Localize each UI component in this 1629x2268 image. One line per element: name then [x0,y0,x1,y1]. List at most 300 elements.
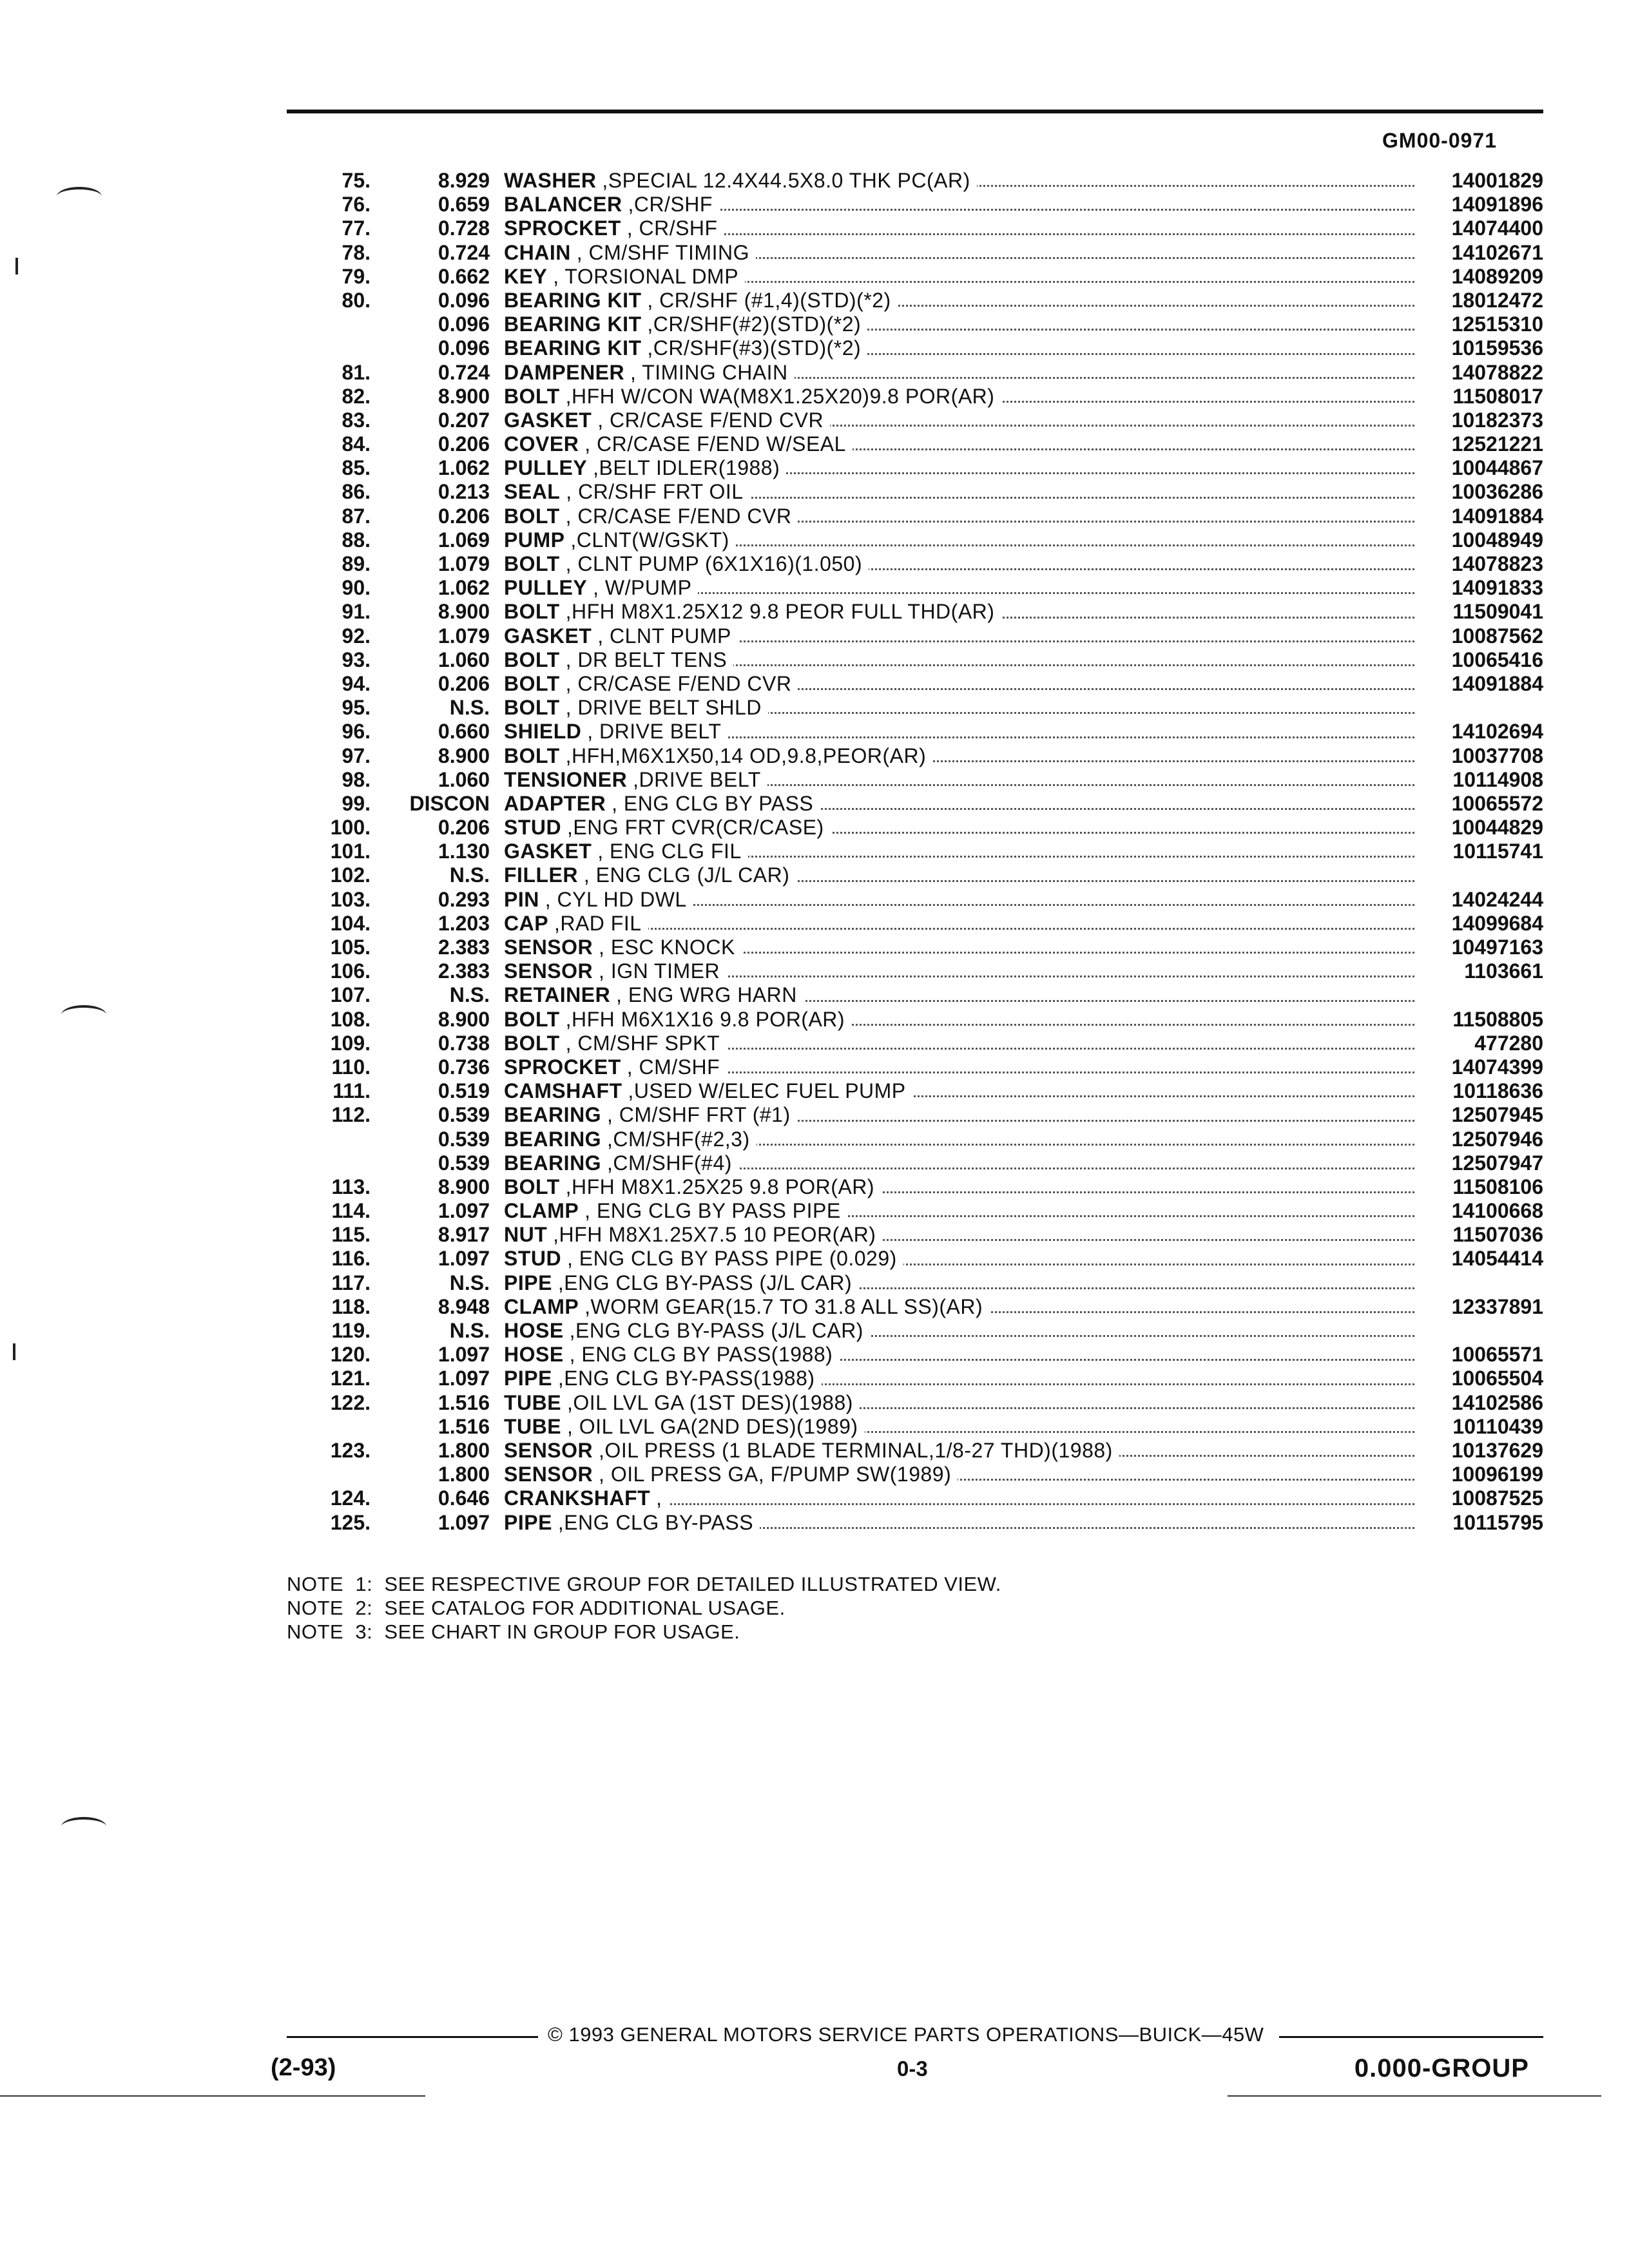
item-number: 104. [330,911,371,935]
catalog-code: 1.203 [438,911,490,935]
note-line: NOTE 1: SEE RESPECTIVE GROUP FOR DETAILED ILLUSTRATED VIEW. [287,1573,1001,1595]
item-number: 81. [342,360,371,384]
part-row [287,983,1543,1007]
item-number: 116. [331,1247,371,1271]
part-row [287,1008,1543,1032]
part-row [287,936,1543,959]
part-number: 18012472 [1451,288,1543,312]
part-description [504,1439,1119,1462]
catalog-code: 1.097 [438,1247,490,1271]
part-name: SENSOR [504,959,593,983]
part-detail: , ESC KNOCK [599,936,735,959]
catalog-code: 0.206 [438,671,490,695]
part-name: BOLT [504,648,560,671]
catalog-code: 8.900 [438,600,490,624]
part-number: 11509041 [1452,600,1543,624]
item-number: 75. [342,169,371,192]
date-code: (2-93) [271,2054,336,2081]
part-description [504,576,698,599]
part-number: 14024244 [1451,887,1543,911]
part-row [287,216,1543,240]
catalog-code: 1.097 [438,1343,490,1367]
part-name: BOLT [504,600,560,624]
part-number: 11508017 [1452,384,1543,408]
item-number: 122. [330,1390,371,1414]
item-number: 93. [342,648,371,671]
catalog-code: 1.079 [438,624,490,648]
part-detail: ,SPECIAL 12.4X44.5X8.0 THK PC(AR) [602,169,970,192]
item-number: 108. [330,1007,371,1031]
description-cell [504,744,1414,768]
part-detail: , OIL LVL GA(2ND DES)(1989) [567,1414,858,1438]
part-detail: , OIL PRESS GA, F/PUMP SW(1989) [599,1463,952,1486]
top-rule [287,110,1543,113]
part-detail: , ENG CLG BY PASS [612,791,814,815]
part-detail: ,BELT IDLER(1988) [593,456,780,480]
part-row [287,744,1543,768]
part-number: 14100668 [1451,1199,1543,1223]
part-row [287,528,1543,552]
part-name: SEAL [504,480,561,504]
catalog-code: 1.060 [438,767,490,791]
part-description [504,408,830,432]
catalog-code: 1.062 [438,456,490,480]
part-name: KEY [504,264,548,288]
part-row [287,1199,1543,1223]
catalog-code: 1.516 [438,1414,490,1438]
description-cell [504,1103,1414,1127]
part-row [287,1439,1543,1463]
part-description [504,265,745,288]
part-description [504,336,867,360]
notes-section [287,1572,1001,1644]
part-description [504,1055,726,1079]
part-number: 10110439 [1452,1414,1543,1438]
part-detail: ,HFH M6X1X16 9.8 POR(AR) [565,1007,845,1031]
copyright-text: © 1993 GENERAL MOTORS SERVICE PARTS OPERATIONS—BUICK—45W [548,2023,1264,2046]
part-detail: , CR/SHF [626,216,718,240]
part-detail: ,WORM GEAR(15.7 TO 31.8 ALL SS)(AR) [584,1294,983,1318]
part-detail: , CM/SHF [626,1055,720,1079]
description-cell [504,1463,1414,1486]
item-number: 124. [330,1486,371,1510]
part-description [504,528,736,552]
part-description [504,432,853,456]
part-name: BOLT [504,696,560,720]
part-description [504,552,869,575]
part-detail: , DRIVE BELT SHLD [565,696,762,720]
catalog-code: N.S. [449,696,490,720]
item-number: 121. [330,1367,371,1390]
part-description [504,792,820,815]
part-number: 14089209 [1451,264,1543,288]
part-detail: , CM/SHF TIMING [576,240,749,264]
description-cell [504,456,1414,480]
part-row [287,696,1543,720]
part-row [287,1415,1543,1439]
part-number: 14078823 [1451,552,1543,575]
part-detail: ,OIL PRESS (1 BLADE TERMINAL,1/8-27 THD)(1988) [599,1438,1113,1462]
description-cell [504,336,1414,360]
part-number: 10065416 [1451,648,1543,671]
part-row [287,456,1543,480]
part-number: 10087562 [1451,624,1543,648]
part-detail: , [656,1486,662,1510]
part-detail: , DR BELT TENS [565,648,728,671]
page-number: 0-3 [897,2057,928,2081]
part-number: 10087525 [1451,1486,1543,1510]
margin-mark [57,187,102,206]
part-number: 10044829 [1451,816,1543,840]
part-detail: , CR/CASE F/END CVR [565,671,792,695]
part-description [504,1128,757,1151]
part-row [287,336,1543,360]
item-number: 115. [331,1223,371,1247]
note-line: NOTE 2: SEE CATALOG FOR ADDITIONAL USAGE. [287,1597,786,1619]
description-cell [504,840,1414,863]
part-name: BOLT [504,1007,560,1031]
part-detail: ,CR/SHF(#3)(STD)(*2) [647,336,862,360]
part-number: 12507947 [1451,1151,1543,1175]
description-cell [504,1128,1414,1151]
part-row [287,408,1543,432]
description-cell [504,169,1414,193]
part-row [287,768,1543,792]
item-number: 76. [342,193,371,216]
footer-rule [1279,2036,1543,2038]
part-description [504,1463,958,1486]
part-row [287,1175,1543,1199]
part-row [287,552,1543,576]
part-detail: , TIMING CHAIN [630,360,788,384]
part-detail: , CR/CASE F/END W/SEAL [584,432,846,456]
item-number: 107. [330,983,371,1007]
part-row [287,505,1543,528]
part-row [287,648,1543,672]
item-number: 125. [330,1510,371,1534]
item-number: 94. [342,671,371,695]
part-description [504,1511,760,1534]
part-detail: ,ENG CLG BY-PASS (J/L CAR) [557,1271,853,1294]
description-cell [504,265,1414,289]
part-row [287,241,1543,265]
description-cell [504,1247,1414,1271]
part-detail: ,HFH M8X1.25X7.5 10 PEOR(AR) [553,1223,876,1247]
part-detail: , CR/CASE F/END CVR [565,504,792,528]
catalog-code: 0.206 [438,504,490,528]
part-row [287,1223,1543,1247]
part-detail: , IGN TIMER [599,959,720,983]
description-cell [504,983,1414,1007]
part-number: 14091833 [1451,576,1543,600]
catalog-code: 0.646 [438,1486,490,1510]
part-name: PIPE [504,1367,552,1390]
description-cell [504,216,1414,240]
part-description [504,1199,847,1222]
part-name: PIN [504,887,539,911]
catalog-code: 1.097 [438,1510,490,1534]
part-name: ADAPTER [504,791,606,815]
item-number: 80. [342,288,371,312]
part-detail: ,HFH M8X1.25X12 9.8 PEOR FULL THD(AR) [565,600,995,624]
description-cell [504,1079,1414,1103]
catalog-code: 0.293 [438,887,490,911]
part-name: TUBE [504,1390,562,1414]
part-row [287,1079,1543,1103]
part-name: BEARING [504,1127,602,1151]
part-name: TUBE [504,1414,562,1438]
part-name: HOSE [504,1343,564,1367]
catalog-code: 1.069 [438,528,490,552]
part-description [504,936,742,959]
part-number: 14099684 [1451,911,1543,935]
item-number: 119. [331,1319,371,1342]
part-description [504,744,932,767]
part-number: 10159536 [1451,336,1543,360]
part-row [287,312,1543,336]
part-description [504,169,977,192]
part-name: BEARING KIT [504,336,642,360]
part-detail: ,HFH M8X1.25X25 9.8 POR(AR) [565,1175,875,1198]
catalog-code: DISCON [409,791,490,815]
part-number: 12507946 [1451,1127,1543,1151]
part-name: GASKET [504,624,592,648]
part-description [504,193,719,216]
part-description [504,289,898,312]
part-detail: , ENG CLG (J/L CAR) [583,863,790,887]
description-cell [504,1343,1414,1367]
part-name: COVER [504,432,579,456]
part-name: SENSOR [504,1438,593,1462]
part-number: 10182373 [1451,408,1543,432]
description-cell [504,361,1414,385]
part-detail: , ENG WRG HARN [616,983,797,1007]
part-number: 10036286 [1451,480,1543,504]
part-name: BOLT [504,384,560,408]
description-cell [504,936,1414,959]
part-name: GASKET [504,408,592,432]
part-name: FILLER [504,863,578,887]
description-cell [504,792,1414,816]
catalog-code: 0.207 [438,408,490,432]
description-cell [504,1151,1414,1175]
part-description [504,1415,865,1438]
description-cell [504,1175,1414,1199]
part-number: 10065572 [1451,791,1543,815]
description-cell [504,312,1414,336]
part-description [504,720,728,743]
catalog-code: 8.900 [438,744,490,767]
catalog-code: 0.662 [438,264,490,288]
part-name: STUD [504,1247,562,1271]
footer-rule [287,2036,538,2038]
description-cell [504,816,1414,840]
part-name: SENSOR [504,1463,593,1486]
item-number: 97. [342,744,371,767]
part-detail: ,OIL LVL GA (1ST DES)(1988) [567,1390,853,1414]
item-number: 95. [342,696,371,720]
part-row [287,959,1543,983]
part-row [287,1103,1543,1127]
part-description [504,216,724,240]
part-detail: ,CLNT(W/GSKT) [570,528,729,552]
item-number: 118. [331,1294,371,1318]
part-description [504,600,1001,623]
item-number: 103. [330,887,371,911]
part-number: 12337891 [1451,1294,1543,1318]
part-name: PULLEY [504,576,588,600]
part-name: SHIELD [504,720,582,744]
catalog-code: 8.948 [438,1294,490,1318]
part-detail: ,ENG CLG BY-PASS (J/L CAR) [569,1319,863,1342]
part-name: BOLT [504,552,560,575]
part-number: 10065571 [1451,1343,1543,1367]
description-cell [504,1367,1414,1390]
item-number: 105. [330,936,371,959]
catalog-code: 2.383 [438,936,490,959]
part-detail: , CM/SHF SPKT [565,1031,720,1055]
part-detail: , W/PUMP [593,576,692,600]
part-name: GASKET [504,840,592,863]
part-row [287,169,1543,193]
part-description [504,456,786,479]
part-number: 10115795 [1452,1510,1543,1534]
catalog-code: 0.659 [438,193,490,216]
item-number: 106. [330,959,371,983]
margin-mark [61,1005,106,1024]
part-name: RETAINER [504,983,611,1007]
catalog-code: 0.724 [438,240,490,264]
part-number: 14102671 [1451,240,1543,264]
part-row [287,1151,1543,1175]
catalog-code: 1.800 [438,1438,490,1462]
part-description [504,840,748,863]
part-name: PUMP [504,528,565,552]
catalog-code: N.S. [449,1271,490,1294]
part-row [287,385,1543,408]
part-row [287,1391,1543,1415]
part-number: 14074399 [1451,1055,1543,1079]
part-name: BEARING KIT [504,312,642,336]
part-detail: , CLNT PUMP [597,624,731,648]
item-number: 112. [331,1103,371,1127]
part-number: 14091896 [1451,193,1543,216]
catalog-code: 0.660 [438,720,490,744]
part-description [504,816,831,839]
part-name: CHAIN [504,240,571,264]
part-name: SPROCKET [504,1055,621,1079]
part-description [504,768,767,791]
description-cell [504,193,1414,216]
part-description [504,912,648,935]
item-number: 102. [330,863,371,887]
part-detail: , DRIVE BELT [587,720,722,744]
part-description [504,983,804,1006]
part-description [504,505,798,528]
part-name: BOLT [504,504,560,528]
part-name: WASHER [504,169,597,192]
description-cell [504,1032,1414,1055]
description-cell [504,1319,1414,1343]
item-number: 82. [342,384,371,408]
part-row [287,265,1543,289]
description-cell [504,1295,1414,1319]
description-cell [504,1486,1414,1510]
part-number: 11507036 [1452,1223,1543,1247]
part-row [287,1032,1543,1055]
part-description [504,241,756,264]
part-row [287,624,1543,648]
description-cell [504,1391,1414,1415]
part-description [504,672,798,695]
part-description [504,696,768,719]
part-row [287,193,1543,216]
item-number: 83. [342,408,371,432]
part-name: DAMPENER [504,360,625,384]
item-number: 85. [342,456,371,480]
description-cell [504,768,1414,792]
part-row [287,888,1543,912]
part-number: 12515310 [1451,312,1543,336]
part-detail: ,CM/SHF(#4) [606,1151,732,1175]
part-row [287,361,1543,385]
catalog-code: 1.062 [438,576,490,600]
catalog-code: 8.900 [438,1175,490,1198]
item-number: 117. [331,1271,371,1294]
part-description [504,480,750,503]
description-cell [504,1055,1414,1079]
margin-mark [15,258,18,274]
part-number: 14074400 [1451,216,1543,240]
part-number: 14091884 [1451,504,1543,528]
part-row [287,576,1543,600]
part-row [287,1295,1543,1319]
part-description [504,312,867,336]
part-name: NUT [504,1223,548,1247]
part-detail: , CR/SHF FRT OIL [566,480,744,504]
catalog-code: 0.206 [438,816,490,840]
catalog-code: N.S. [449,863,490,887]
part-row [287,289,1543,312]
part-detail: , CR/CASE F/END CVR [597,408,824,432]
part-detail: ,ENG CLG BY-PASS [557,1510,754,1534]
description-cell [504,863,1414,887]
item-number: 92. [342,624,371,648]
note-line: NOTE 3: SEE CHART IN GROUP FOR USAGE. [287,1620,740,1643]
part-description [504,624,738,648]
item-number: 96. [342,720,371,744]
margin-mark [13,1343,15,1360]
part-description [504,1271,858,1294]
part-description [504,1367,822,1390]
part-number: 10118636 [1452,1079,1543,1103]
catalog-code: 2.383 [438,959,490,983]
part-name: PIPE [504,1271,552,1294]
part-number: 12507945 [1451,1103,1543,1127]
item-number: 101. [330,840,371,863]
item-number: 123. [330,1438,371,1462]
description-cell [504,505,1414,528]
part-description [504,1486,668,1510]
catalog-code: 0.096 [438,312,490,336]
description-cell [504,432,1414,456]
catalog-code: 1.516 [438,1390,490,1414]
catalog-code: 0.539 [438,1127,490,1151]
item-number: 114. [331,1199,371,1223]
item-number: 77. [342,216,371,240]
catalog-code: 1.079 [438,552,490,575]
part-number: 11508106 [1452,1175,1543,1198]
